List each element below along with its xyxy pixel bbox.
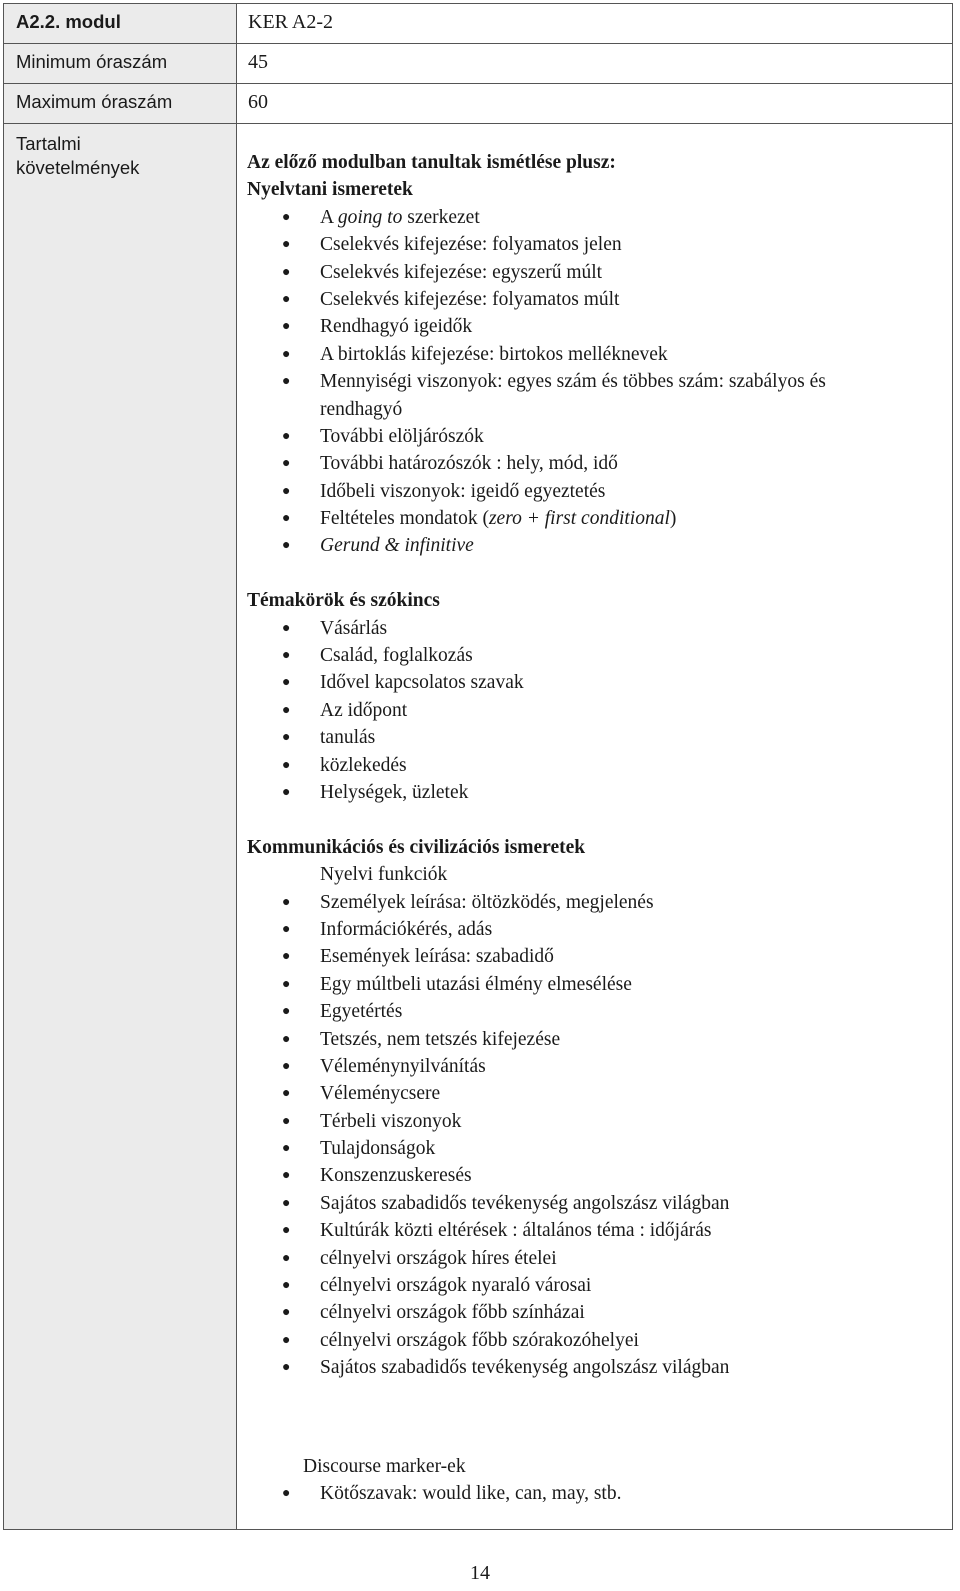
bullet-icon: ●	[282, 1332, 291, 1348]
topics-heading: Témakörök és szókincs	[247, 590, 440, 612]
list-item-text: Cselekvés kifejezése: egyszerű múlt	[320, 261, 603, 283]
max-hours-value: 60	[248, 91, 268, 113]
content-label-line2: követelmények	[16, 157, 140, 178]
list-item-text: célnyelvi országok főbb színházai	[320, 1302, 585, 1324]
module-code-cell	[237, 4, 953, 44]
list-item-text: Információkérés, adás	[320, 918, 493, 940]
spacer	[247, 1426, 952, 1453]
list-item-text: További határozószók : hely, mód, idő	[320, 453, 618, 475]
list-item-text: közlekedés	[320, 754, 407, 776]
spacer	[247, 1382, 952, 1426]
bullet-icon: ●	[282, 1141, 291, 1157]
discourse-heading: Discourse marker-ek	[303, 1455, 466, 1477]
list-item-text: Konszenzuskeresés	[320, 1165, 472, 1187]
list-item-text: Sajátos szabadidős tevékenység angolszász világban	[320, 1357, 730, 1379]
list-item	[247, 1135, 952, 1162]
list-item	[247, 615, 952, 642]
list-item-text: Idővel kapcsolatos szavak	[320, 672, 524, 694]
bullet-icon: ●	[282, 346, 291, 362]
list-item-text: Egyetértés	[320, 1001, 403, 1023]
list-item	[247, 1272, 952, 1299]
bullet-icon: ●	[282, 675, 291, 691]
list-item	[247, 204, 952, 231]
max-hours-value-cell	[237, 84, 953, 124]
grammar-heading: Nyelvtani ismeretek	[247, 179, 413, 201]
content-label-line1: Tartalmi	[16, 133, 81, 154]
max-hours-label: Maximum óraszám	[16, 91, 173, 112]
bullet-icon: ●	[282, 456, 291, 472]
list-item	[247, 1162, 952, 1189]
list-item	[247, 286, 952, 313]
list-item-text: Vásárlás	[320, 617, 388, 639]
bullet-icon: ●	[282, 1195, 291, 1211]
bullet-icon: ●	[282, 374, 291, 390]
list-item-text: A birtoklás kifejezése: birtokos melléknevek	[320, 343, 668, 365]
max-hours-label-cell	[4, 84, 237, 124]
list-item	[247, 1480, 952, 1507]
list-item-text: Véleménynyilvánítás	[320, 1055, 486, 1077]
bullet-icon: ●	[282, 1486, 291, 1502]
list-item	[247, 532, 952, 559]
bullet-icon: ●	[282, 237, 291, 253]
list-item-text: Véleménycsere	[320, 1083, 441, 1105]
list-item-text: Gerund & infinitive	[320, 535, 474, 557]
bullet-icon: ●	[282, 949, 291, 965]
content-body	[237, 124, 952, 1508]
bullet-icon: ●	[282, 648, 291, 664]
list-item-text: célnyelvi országok híres ételei	[320, 1247, 557, 1269]
min-hours-value-cell	[237, 44, 953, 84]
comm-subheading: Nyelvi funkciók	[320, 864, 448, 886]
bullet-icon: ●	[282, 702, 291, 718]
bullet-icon: ●	[282, 319, 291, 335]
bullet-icon: ●	[282, 511, 291, 527]
list-item	[247, 1327, 952, 1354]
content-requirements-row	[4, 124, 953, 1530]
list-item	[247, 943, 952, 970]
list-item-text: Cselekvés kifejezése: folyamatos jelen	[320, 234, 622, 256]
list-item	[247, 259, 952, 286]
bullet-icon: ●	[282, 1223, 291, 1239]
page-number: 14	[470, 1562, 490, 1584]
list-item-text: Kötőszavak: would like, can, may, stb.	[320, 1483, 622, 1505]
min-hours-label-cell	[4, 44, 237, 84]
grammar-item-conditionals: Feltételes mondatok (zero + first conditional)	[320, 508, 677, 530]
list-item-text: Események leírása: szabadidő	[320, 946, 554, 968]
list-item	[247, 752, 952, 779]
spacer	[247, 806, 952, 833]
bullet-icon: ●	[282, 209, 291, 225]
list-item	[247, 478, 952, 505]
list-item-text: Kultúrák közti eltérések : általános téma : időjárás	[320, 1220, 712, 1242]
list-item	[247, 916, 952, 943]
list-item-text: tanulás	[320, 727, 376, 749]
list-item	[247, 313, 952, 340]
list-item	[247, 779, 952, 806]
bullet-icon: ●	[282, 291, 291, 307]
list-item	[247, 669, 952, 696]
bullet-icon: ●	[282, 894, 291, 910]
content-label-cell	[4, 124, 237, 1530]
min-hours-row	[4, 44, 953, 84]
list-item	[247, 971, 952, 998]
module-code: KER A2-2	[248, 11, 333, 33]
bullet-icon: ●	[282, 976, 291, 992]
bullet-icon: ●	[282, 620, 291, 636]
list-item	[247, 450, 952, 477]
grammar-item-going-to: A going to szerkezet	[320, 206, 480, 228]
bullet-icon: ●	[282, 1250, 291, 1266]
bullet-icon: ●	[282, 921, 291, 937]
list-item	[247, 1053, 952, 1080]
bullet-icon: ●	[282, 1278, 291, 1294]
list-item	[247, 1080, 952, 1107]
list-item-text: Személyek leírása: öltözködés, megjelenés	[320, 891, 654, 913]
module-table	[3, 3, 953, 1530]
list-item	[247, 423, 952, 450]
bullet-icon: ●	[282, 1058, 291, 1074]
list-item-text: Térbeli viszonyok	[320, 1110, 462, 1132]
bullet-icon: ●	[282, 264, 291, 280]
comm-heading: Kommunikációs és civilizációs ismeretek	[247, 836, 586, 858]
list-item-text: Az időpont	[320, 699, 408, 721]
list-item-text: További elöljárószók	[320, 425, 484, 447]
min-hours-value: 45	[248, 51, 268, 73]
list-item-continuation: rendhagyó	[320, 398, 403, 420]
list-item-text: Egy múltbeli utazási élmény elmesélése	[320, 973, 632, 995]
bullet-icon: ●	[282, 1031, 291, 1047]
list-item-text: Mennyiségi viszonyok: egyes szám és többes szám: szabályos és	[320, 371, 826, 393]
list-item	[247, 341, 952, 368]
module-header-row	[4, 4, 953, 44]
bullet-icon: ●	[282, 757, 291, 773]
list-item-text: Család, foglalkozás	[320, 645, 473, 667]
list-item-text: célnyelvi országok főbb szórakozóhelyei	[320, 1329, 639, 1351]
list-item-text: Időbeli viszonyok: igeidő egyeztetés	[320, 480, 606, 502]
bullet-icon: ●	[282, 483, 291, 499]
list-item	[247, 998, 952, 1025]
list-item-text: Tetszés, nem tetszés kifejezése	[320, 1028, 561, 1050]
list-item-text: Helységek, üzletek	[320, 781, 469, 803]
bullet-icon: ●	[282, 1086, 291, 1102]
bullet-icon: ●	[282, 784, 291, 800]
list-item-text: Tulajdonságok	[320, 1138, 436, 1160]
list-item-text: célnyelvi országok nyaraló városai	[320, 1275, 592, 1297]
min-hours-label: Minimum óraszám	[16, 51, 168, 72]
intro-text: Az előző modulban tanultak ismétlése plusz:	[247, 152, 616, 173]
bullet-icon: ●	[282, 730, 291, 746]
list-item	[247, 724, 952, 751]
list-item	[247, 1245, 952, 1272]
module-label: A2.2. modul	[16, 11, 121, 32]
list-item	[247, 1217, 952, 1244]
bullet-icon: ●	[282, 428, 291, 444]
module-label-cell	[4, 4, 237, 44]
list-item	[247, 368, 952, 395]
content-cell	[237, 124, 953, 1530]
bullet-icon: ●	[282, 538, 291, 554]
list-item	[247, 697, 952, 724]
list-item	[247, 1299, 952, 1326]
bullet-icon: ●	[282, 1360, 291, 1376]
max-hours-row	[4, 84, 953, 124]
list-item-text: Cselekvés kifejezése: folyamatos múlt	[320, 288, 620, 310]
bullet-icon: ●	[282, 1168, 291, 1184]
spacer	[247, 560, 952, 587]
list-item-text: Sajátos szabadidős tevékenység angolszász világban	[320, 1192, 730, 1214]
list-item-text: Rendhagyó igeidők	[320, 316, 473, 338]
list-item	[247, 505, 952, 532]
bullet-icon: ●	[282, 1004, 291, 1020]
bullet-icon: ●	[282, 1113, 291, 1129]
content-label	[4, 124, 236, 180]
list-item	[247, 1190, 952, 1217]
list-item	[247, 642, 952, 669]
list-item	[247, 1108, 952, 1135]
list-item	[247, 1354, 952, 1381]
list-item	[247, 1026, 952, 1053]
list-item	[247, 231, 952, 258]
bullet-icon: ●	[282, 1305, 291, 1321]
list-item	[247, 889, 952, 916]
